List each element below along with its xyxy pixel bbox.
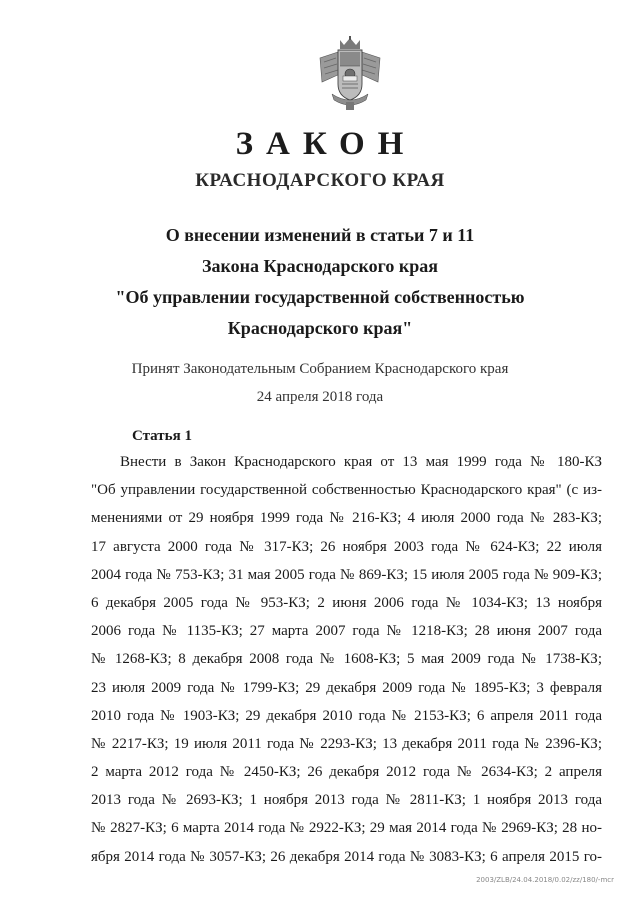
body-line: 23 июля 2009 года № 1799-КЗ; 29 декабря 2009 года № 1895-КЗ; 3 февраля [91, 679, 602, 696]
body-line: № 1268-КЗ; 8 декабря 2008 года № 1608-КЗ; 5 мая 2009 года № 1738-КЗ; [91, 651, 602, 668]
adoption-info [0, 355, 640, 411]
body-line: 2013 года № 2693-КЗ; 1 ноября 2013 года № 2811-КЗ; 1 ноября 2013 года [91, 792, 602, 809]
body-line: 2004 года № 753-КЗ; 31 мая 2005 года № 869-КЗ; 15 июля 2005 года № 909-КЗ; [91, 566, 602, 583]
body-line: менениями от 29 ноября 1999 года № 216-КЗ; 4 июля 2000 года № 283-КЗ; [91, 510, 602, 527]
article-body [91, 448, 602, 871]
adoption-date: 24 апреля 2018 года [256, 389, 384, 405]
article-title: Статья 1 [132, 428, 192, 444]
subject-line: "Об управлении государственной собственностью [115, 287, 525, 307]
subject-line: Закона Краснодарского края [202, 256, 438, 276]
subject-line: Краснодарского края" [227, 318, 413, 338]
body-line: № 2217-КЗ; 19 июля 2011 года № 2293-КЗ; 13 декабря 2011 года № 2396-КЗ; [91, 735, 602, 752]
body-line: 2 марта 2012 года № 2450-КЗ; 26 декабря 2012 года № 2634-КЗ; 2 апреля [91, 764, 602, 781]
law-subject [0, 220, 640, 344]
body-line: 2006 года № 1135-КЗ; 27 марта 2007 года № 1218-КЗ; 28 июня 2007 года [91, 623, 602, 640]
document-footer-code: 2003/ZLB/24.04.2018/0.02/zz/180/-mcr [476, 876, 614, 884]
body-line: 2010 года № 1903-КЗ; 29 декабря 2010 года № 2153-КЗ; 6 апреля 2011 года [91, 707, 602, 724]
adoption-line: Принят Законодательным Собранием Краснодарского края [131, 361, 509, 377]
body-line: 6 декабря 2005 года № 953-КЗ; 2 июня 2006 года № 1034-КЗ; 13 ноября [91, 594, 602, 611]
body-line: 17 августа 2000 года № 317-КЗ; 26 ноября 2003 года № 624-КЗ; 22 июля [91, 538, 602, 555]
body-line: ября 2014 года № 3057-КЗ; 26 декабря 2014 года № 3083-КЗ; 6 апреля 2015 го- [91, 848, 602, 865]
subject-line: О внесении изменений в статьи 7 и 11 [165, 225, 475, 245]
body-line: "Об управлении государственной собственностью Краснодарского края" (с из- [91, 482, 602, 499]
body-line: Внести в Закон Краснодарского края от 13 мая 1999 года № 180-КЗ [120, 454, 602, 470]
region-heading: КРАСНОДАРСКОГО КРАЯ [195, 170, 445, 191]
coat-of-arms-icon [316, 36, 384, 112]
law-heading: ЗАКОН [235, 126, 417, 162]
body-line: № 2827-КЗ; 6 марта 2014 года № 2922-КЗ; 29 мая 2014 года № 2969-КЗ; 28 но- [91, 820, 602, 837]
